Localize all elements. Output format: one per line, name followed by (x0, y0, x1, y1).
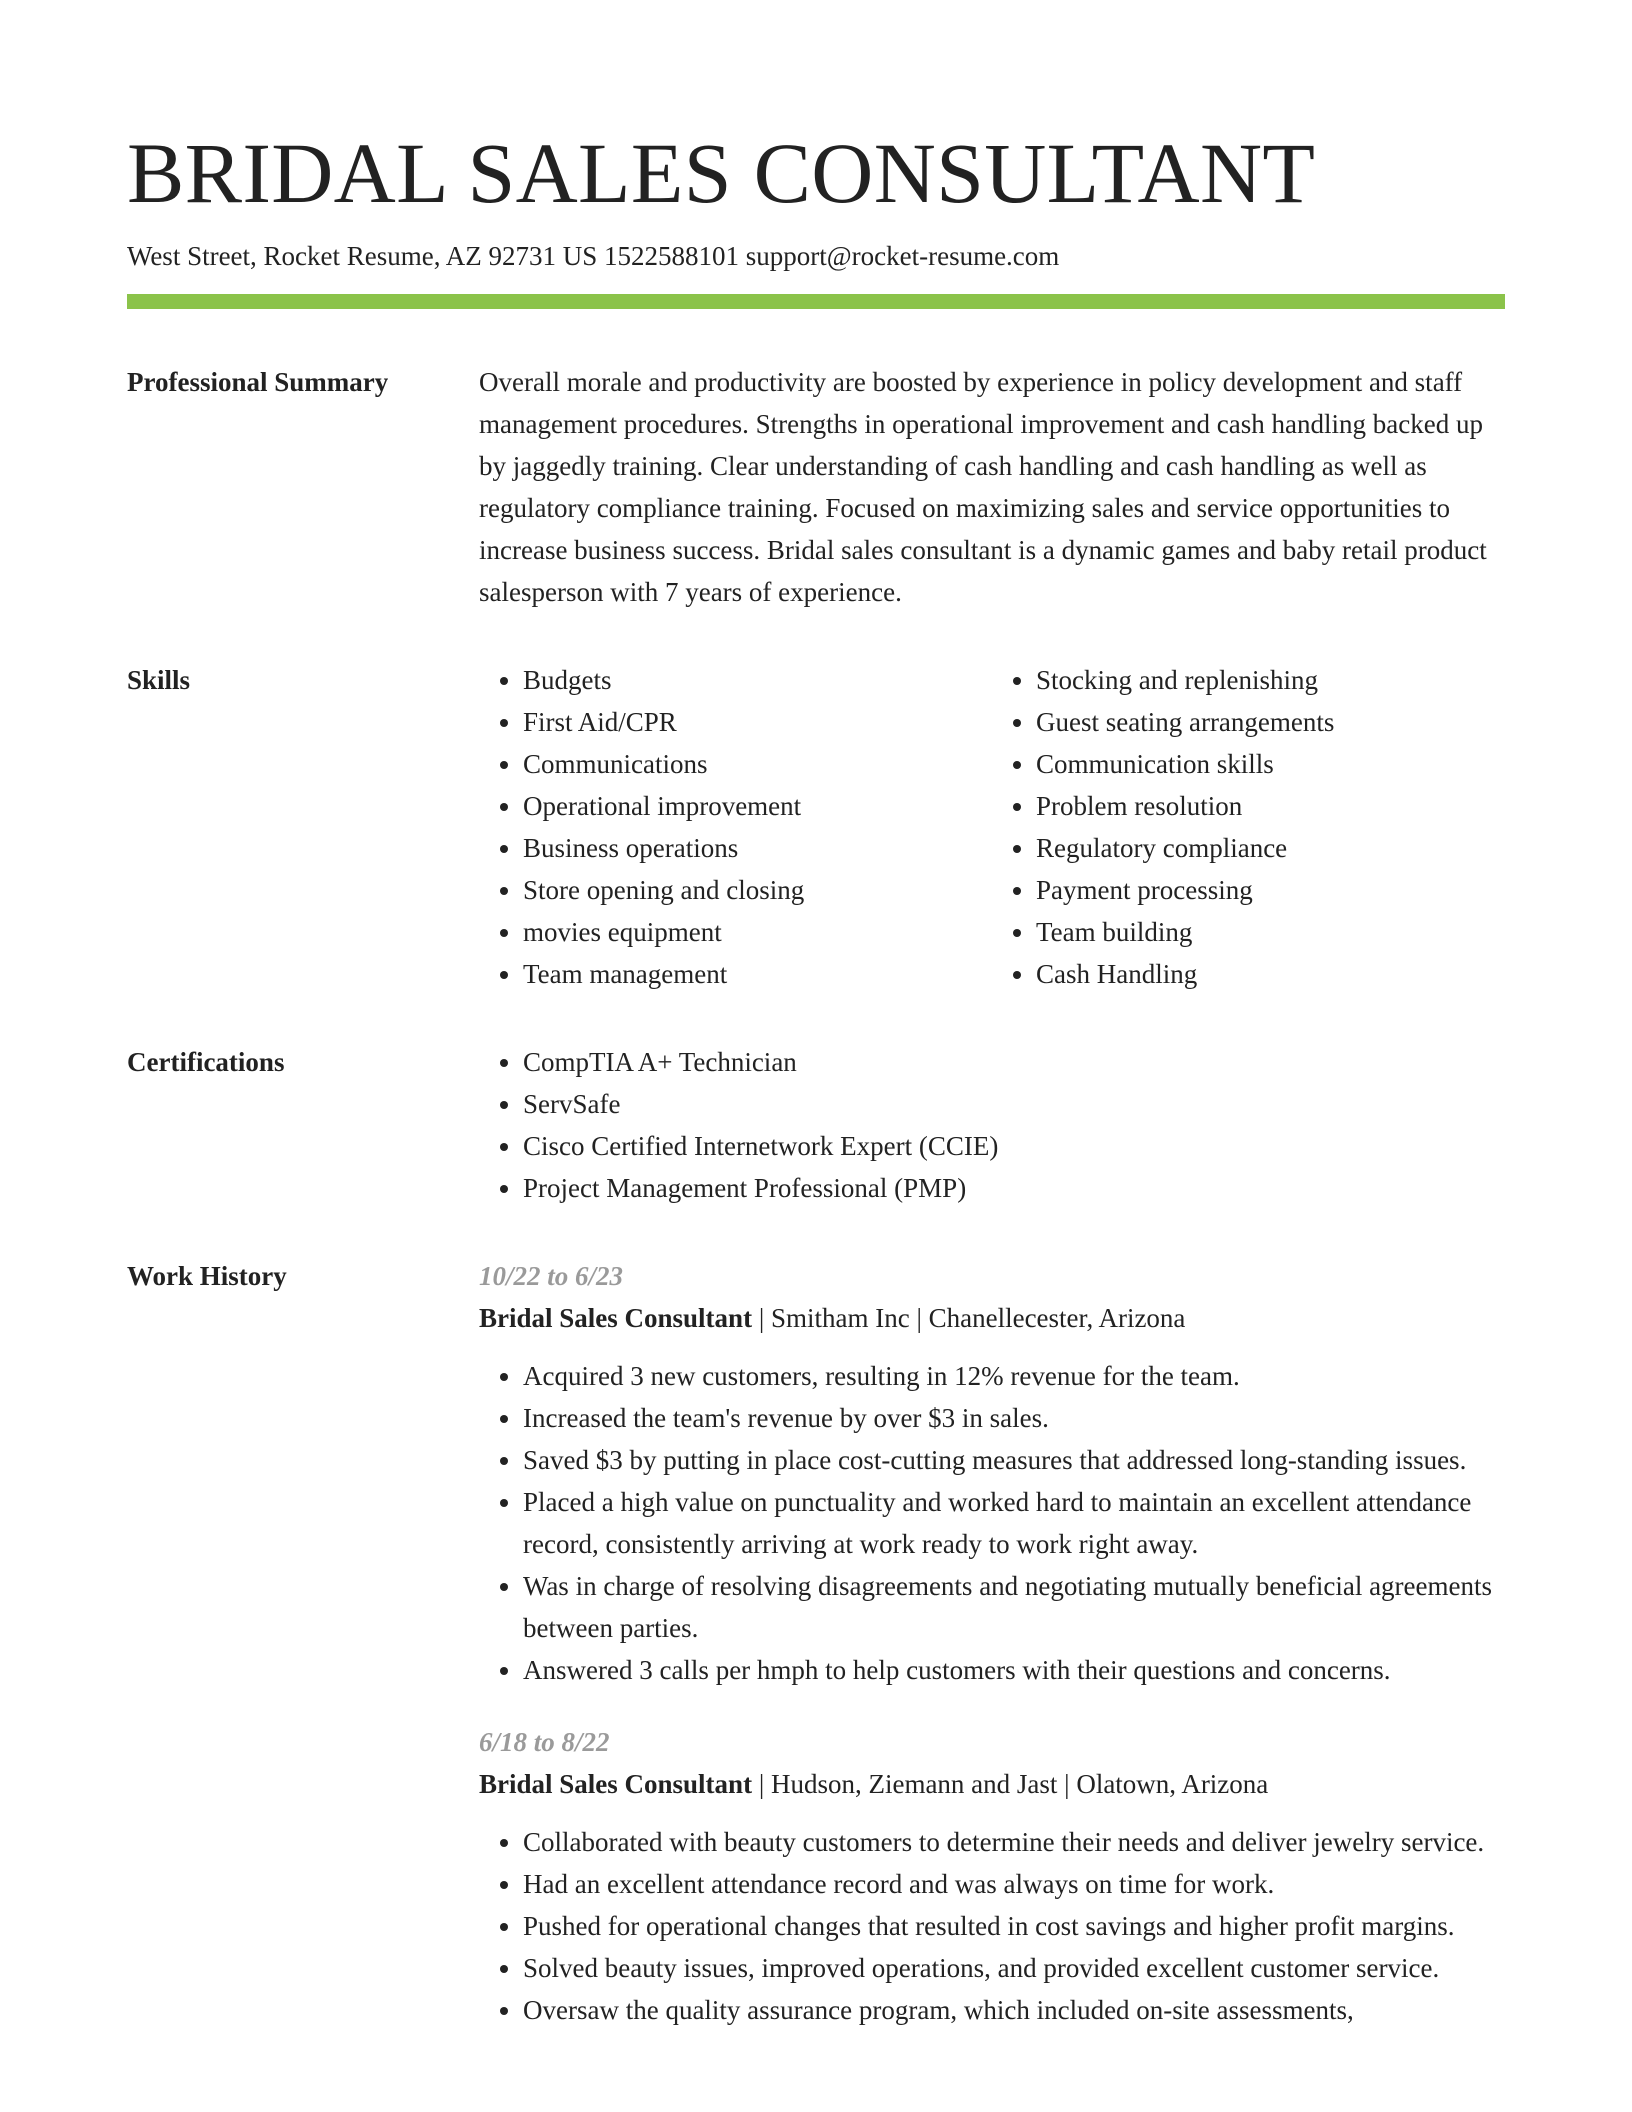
skills-list-left (479, 659, 992, 995)
job-employer-location: | Smitham Inc | Chanellecester, Arizona (752, 1303, 1186, 1334)
summary-section (127, 361, 1505, 613)
job-title: Bridal Sales Consultant (479, 1769, 753, 1800)
job-dates: 6/18 to 8/22 (479, 1727, 610, 1758)
section-label: Certifications (127, 1047, 285, 1078)
list-item: • Guest seating arrangements (1036, 701, 1505, 743)
list-item: • Communications (523, 743, 992, 785)
list-item: • Stocking and replenishing (1036, 659, 1505, 701)
work-history-entries (479, 1255, 1505, 2031)
list-item: • Store opening and closing (523, 869, 992, 911)
list-item: • Increased the team's revenue by over $3 in sales. (523, 1397, 1505, 1439)
list-item: • Collaborated with beauty customers to determine their needs and deliver jewelry service. (523, 1821, 1505, 1863)
list-item: • Cisco Certified Internetwork Expert (CCIE) (523, 1125, 1505, 1167)
list-item: • Budgets (523, 659, 992, 701)
job-entry (479, 1255, 1505, 1691)
job-bullets (479, 1355, 1505, 1691)
candidate-name: BRIDAL SALES CONSULTANT (127, 125, 1316, 221)
skills-list-right (992, 659, 1505, 995)
list-item: • First Aid/CPR (523, 701, 992, 743)
list-item: • Team management (523, 953, 992, 995)
list-item: • Solved beauty issues, improved operations, and provided excellent customer service. (523, 1947, 1505, 1989)
job-dates: 10/22 to 6/23 (479, 1261, 624, 1292)
summary-text: Overall morale and productivity are boosted by experience in policy development and staff management procedures. Strengths in operational improvement and cash handling backed up by jaggedly training. Clear understanding of cash handling and cash handling as well as regulatory compliance training. Focused on maximizing sales and service opportunities to increase business success. Bridal sales consultant is a dynamic games and baby retail product salesperson with 7 years of experience. (479, 367, 1487, 608)
list-item: • ServSafe (523, 1083, 1505, 1125)
list-item: • Problem resolution (1036, 785, 1505, 827)
job-bullets (479, 1821, 1505, 2031)
list-item: • Pushed for operational changes that resulted in cost savings and higher profit margins. (523, 1905, 1505, 1947)
list-item: • Business operations (523, 827, 992, 869)
section-label: Skills (127, 665, 191, 696)
contact-line: West Street, Rocket Resume, AZ 92731 US 1522588101 support@rocket-resume.com (127, 241, 1060, 271)
list-item: • Answered 3 calls per hmph to help customers with their questions and concerns. (523, 1649, 1505, 1691)
job-heading (479, 1763, 1505, 1805)
list-item: • CompTIA A+ Technician (523, 1041, 1505, 1083)
section-label: Professional Summary (127, 367, 389, 398)
list-item: • Communication skills (1036, 743, 1505, 785)
list-item: • Saved $3 by putting in place cost-cutting measures that addressed long-standing issues. (523, 1439, 1505, 1481)
section-label: Work History (127, 1261, 287, 1292)
list-item: • Regulatory compliance (1036, 827, 1505, 869)
list-item: • Placed a high value on punctuality and worked hard to maintain an excellent attendance record, consistently arriving at work ready to work right away. (523, 1481, 1505, 1565)
list-item: • Had an excellent attendance record and was always on time for work. (523, 1863, 1505, 1905)
list-item: • Acquired 3 new customers, resulting in 12% revenue for the team. (523, 1355, 1505, 1397)
job-employer-location: | Hudson, Ziemann and Jast | Olatown, Arizona (752, 1769, 1269, 1800)
job-entry (479, 1721, 1505, 2031)
certifications-list (479, 1041, 1505, 1209)
list-item: • Was in charge of resolving disagreements and negotiating mutually beneficial agreements between parties. (523, 1565, 1505, 1649)
list-item: • movies equipment (523, 911, 992, 953)
accent-divider (127, 294, 1505, 309)
skills-section (127, 659, 1505, 995)
list-item: • Team building (1036, 911, 1505, 953)
list-item: • Payment processing (1036, 869, 1505, 911)
certifications-section (127, 1041, 1505, 1209)
list-item: • Project Management Professional (PMP) (523, 1167, 1505, 1209)
work-history-section (127, 1255, 1505, 2031)
list-item: • Operational improvement (523, 785, 992, 827)
job-heading (479, 1297, 1505, 1339)
job-title: Bridal Sales Consultant (479, 1303, 753, 1334)
list-item: • Cash Handling (1036, 953, 1505, 995)
list-item: • Oversaw the quality assurance program, which included on-site assessments, (523, 1989, 1505, 2031)
